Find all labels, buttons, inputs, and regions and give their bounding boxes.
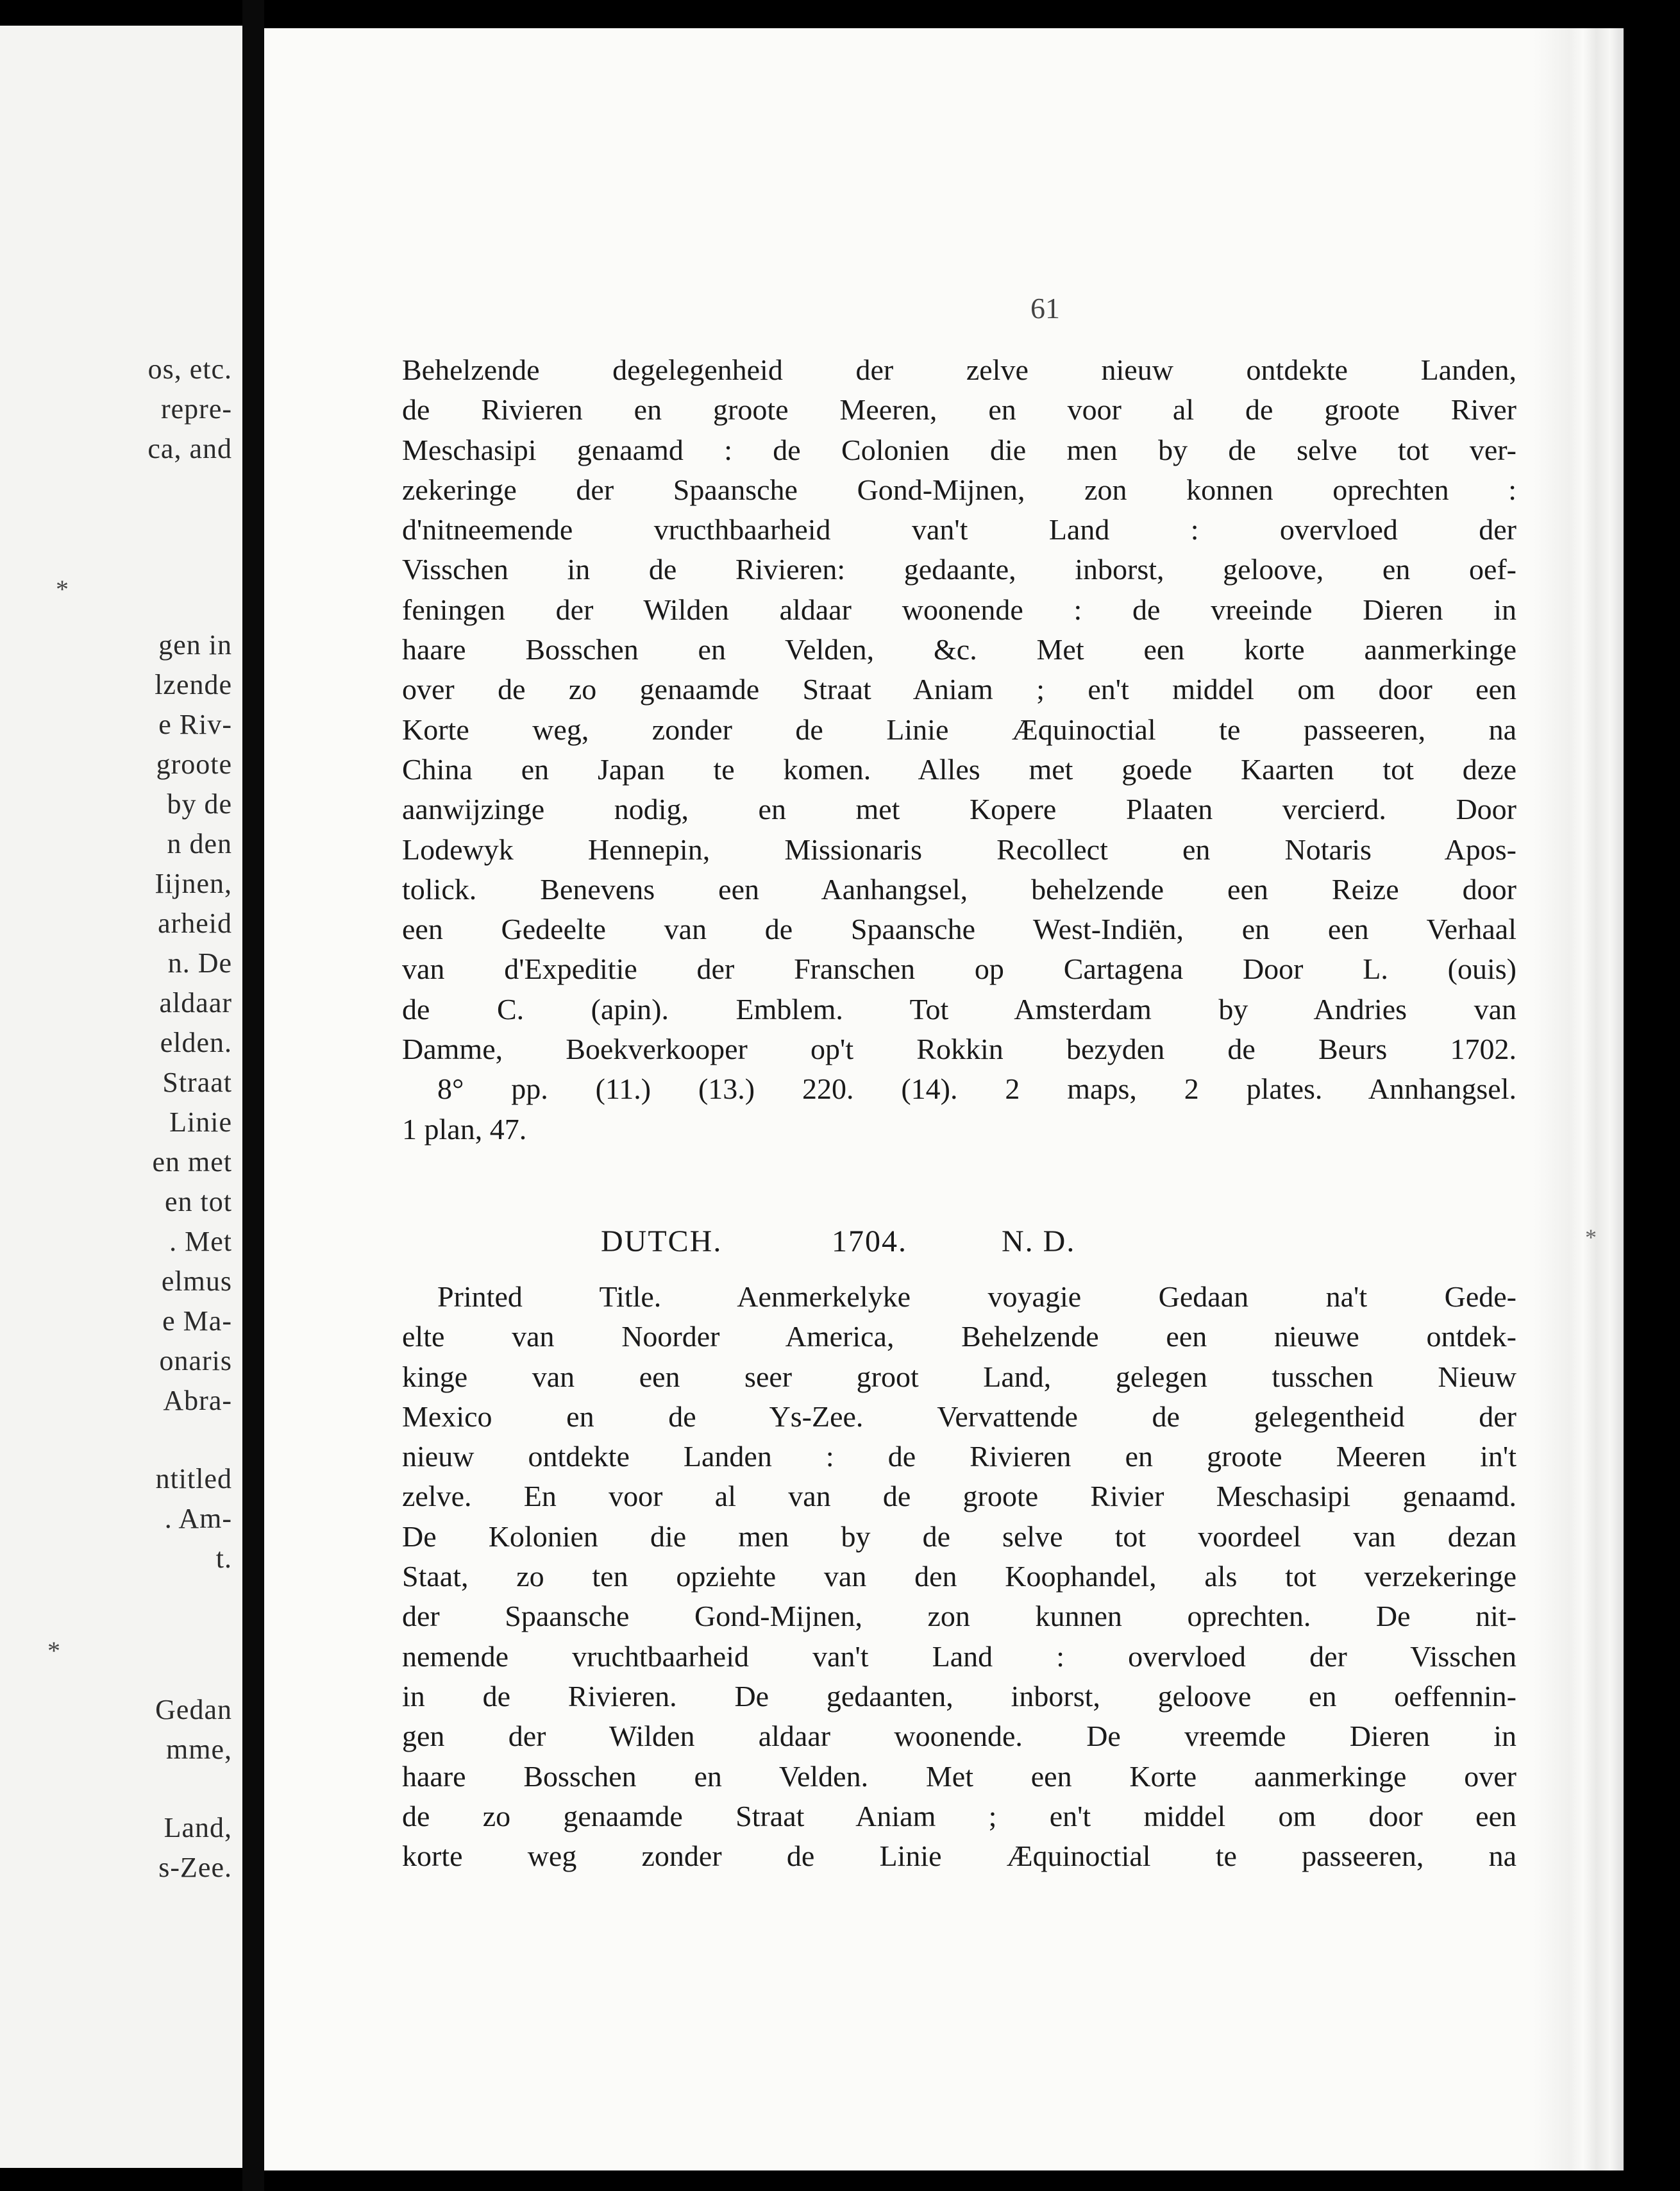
left-fragment: lzende — [155, 669, 232, 700]
left-fragment: elmus — [161, 1265, 232, 1297]
text-line: feningen der Wilden aldaar woonende : de vreeinde Dieren in — [402, 593, 1516, 626]
text-line: gen der Wilden aldaar woonende. De vreemde Dieren in — [402, 1720, 1516, 1753]
heading-star: * — [1585, 1224, 1598, 1250]
heading-year: 1704. — [832, 1224, 907, 1258]
collation-line: 1 plan, 47. — [402, 1112, 527, 1146]
left-fragment: s-Zee. — [158, 1852, 232, 1883]
entry-heading — [402, 1224, 1598, 1266]
right-page — [264, 28, 1624, 2170]
left-fragment: Gedan — [155, 1694, 232, 1725]
page-number: 61 — [1030, 292, 1060, 325]
left-facing-page — [0, 26, 242, 2168]
collation-line: 8° pp. (11.) (13.) 220. (14). 2 maps, 2 plates. Annhangsel. — [437, 1072, 1516, 1106]
left-fragment: en met — [152, 1146, 232, 1178]
entry-printed-title — [402, 1277, 1516, 1876]
text-line: elte van Noorder America, Behelzende een nieuwe ontdek- — [402, 1320, 1516, 1353]
text-line: de Rivieren en groote Meeren, en voor al de groote River — [402, 393, 1516, 427]
left-fragment: t. — [215, 1543, 232, 1574]
left-fragment: repre- — [160, 393, 232, 425]
page-edge — [1534, 28, 1624, 2170]
text-line: der Spaansche Gond-Mijnen, zon kunnen oprechten. De nit- — [402, 1600, 1516, 1633]
left-fragment: . Met — [169, 1226, 232, 1257]
left-fragment: Linie — [169, 1106, 232, 1138]
left-fragment: e Riv- — [158, 709, 232, 740]
text-line: Korte weg, zonder de Linie Æquinoctial te passeeren, na — [402, 713, 1516, 746]
left-fragment: . Am- — [164, 1503, 232, 1534]
left-fragment: ca, and — [147, 433, 232, 464]
left-fragment: n. De — [167, 947, 232, 979]
left-fragment: arheid — [158, 908, 232, 939]
text-line: de zo genaamde Straat Aniam ; en't middel om door een — [402, 1799, 1516, 1832]
text-line: zekeringe der Spaansche Gond-Mijnen, zon konnen oprechten : — [402, 473, 1516, 506]
text-line: Visschen in de Rivieren: gedaante, inborst, geloove, en oef- — [402, 553, 1516, 586]
text-line: in de Rivieren. De gedaanten, inborst, geloove en oeffennin- — [402, 1679, 1516, 1713]
left-fragment: os, etc. — [147, 353, 232, 385]
text-line: Meschasipi genaamd : de Colonien die men by de selve tot ver- — [402, 433, 1516, 466]
left-fragment: en tot — [165, 1186, 232, 1217]
text-line: de C. (apin). Emblem. Tot Amsterdam by Andries van — [402, 992, 1516, 1026]
text-line: kinge van een seer groot Land, gelegen tusschen Nieuw — [402, 1360, 1516, 1393]
left-fragment: ntitled — [155, 1463, 232, 1494]
heading-language: DUTCH. — [601, 1224, 723, 1258]
text-line: tolick. Benevens een Aanhangsel, behelzende een Reize door — [402, 872, 1516, 906]
left-fragment: Land, — [164, 1812, 232, 1843]
text-line: Printed Title. Aenmerkelyke voyagie Gedaan na't Gede- — [437, 1280, 1516, 1313]
text-line: van d'Expeditie der Franschen op Cartagena Door L. (ouis) — [402, 952, 1516, 986]
text-line: haare Bosschen en Velden. Met een Korte aanmerkinge over — [402, 1759, 1516, 1793]
book-gutter — [242, 0, 264, 2191]
left-fragment: mme, — [166, 1734, 232, 1765]
text-line: nieuw ontdekte Landen : de Rivieren en groote Meeren in't — [402, 1440, 1516, 1473]
left-fragment: elden. — [160, 1027, 232, 1058]
left-fragment: gen in — [158, 629, 232, 661]
heading-nd: N. D. — [1002, 1224, 1076, 1258]
entry-continuation — [402, 350, 1516, 1149]
left-fragment: e Ma- — [162, 1305, 232, 1337]
text-line: aanwijzinge nodig, en met Kopere Plaaten vercierd. Door — [402, 793, 1516, 826]
left-page-fragments — [1, 26, 232, 2168]
text-line: Lodewyk Hennepin, Missionaris Recollect en Notaris Apos- — [402, 833, 1516, 866]
text-line: haare Bosschen en Velden, &c. Met een korte aanmerkinge — [402, 633, 1516, 666]
text-line: nemende vruchtbaarheid van't Land : overvloed der Visschen — [402, 1639, 1516, 1673]
left-fragment: Straat — [162, 1067, 232, 1098]
left-fragment: Abra- — [163, 1385, 232, 1416]
text-line: d'nitneemende vructhbaarheid van't Land : overvloed der — [402, 513, 1516, 546]
text-line: Damme, Boekverkooper op't Rokkin bezyden de Beurs 1702. — [402, 1033, 1516, 1066]
text-line: korte weg zonder de Linie Æquinoctial te passeeren, na — [402, 1840, 1516, 1873]
left-fragment: groote — [156, 749, 232, 780]
left-fragment: by de — [167, 788, 232, 820]
left-star: * — [56, 575, 69, 604]
text-line: China en Japan te komen. Alles met goede Kaarten tot deze — [402, 752, 1516, 786]
left-fragment: n den — [167, 828, 232, 859]
left-fragment: Iijnen, — [155, 868, 232, 899]
text-line: Staat, zo ten opziehte van den Koophandel, als tot verzekeringe — [402, 1560, 1516, 1593]
left-star: * — [47, 1636, 60, 1665]
left-fragment: aldaar — [159, 987, 232, 1019]
text-line: Behelzende degelegenheid der zelve nieuw ontdekte Landen, — [402, 353, 1516, 386]
text-line: over de zo genaamde Straat Aniam ; en't middel om door een — [402, 673, 1516, 706]
text-line: een Gedeelte van de Spaansche West-Indiën, en een Verhaal — [402, 913, 1516, 946]
text-line: zelve. En voor al van de groote Rivier Meschasipi genaamd. — [402, 1480, 1516, 1513]
text-line: De Kolonien die men by de selve tot voordeel van dezan — [402, 1519, 1516, 1553]
text-line: Mexico en de Ys-Zee. Vervattende de gelegentheid der — [402, 1400, 1516, 1433]
left-fragment: onaris — [159, 1345, 232, 1376]
